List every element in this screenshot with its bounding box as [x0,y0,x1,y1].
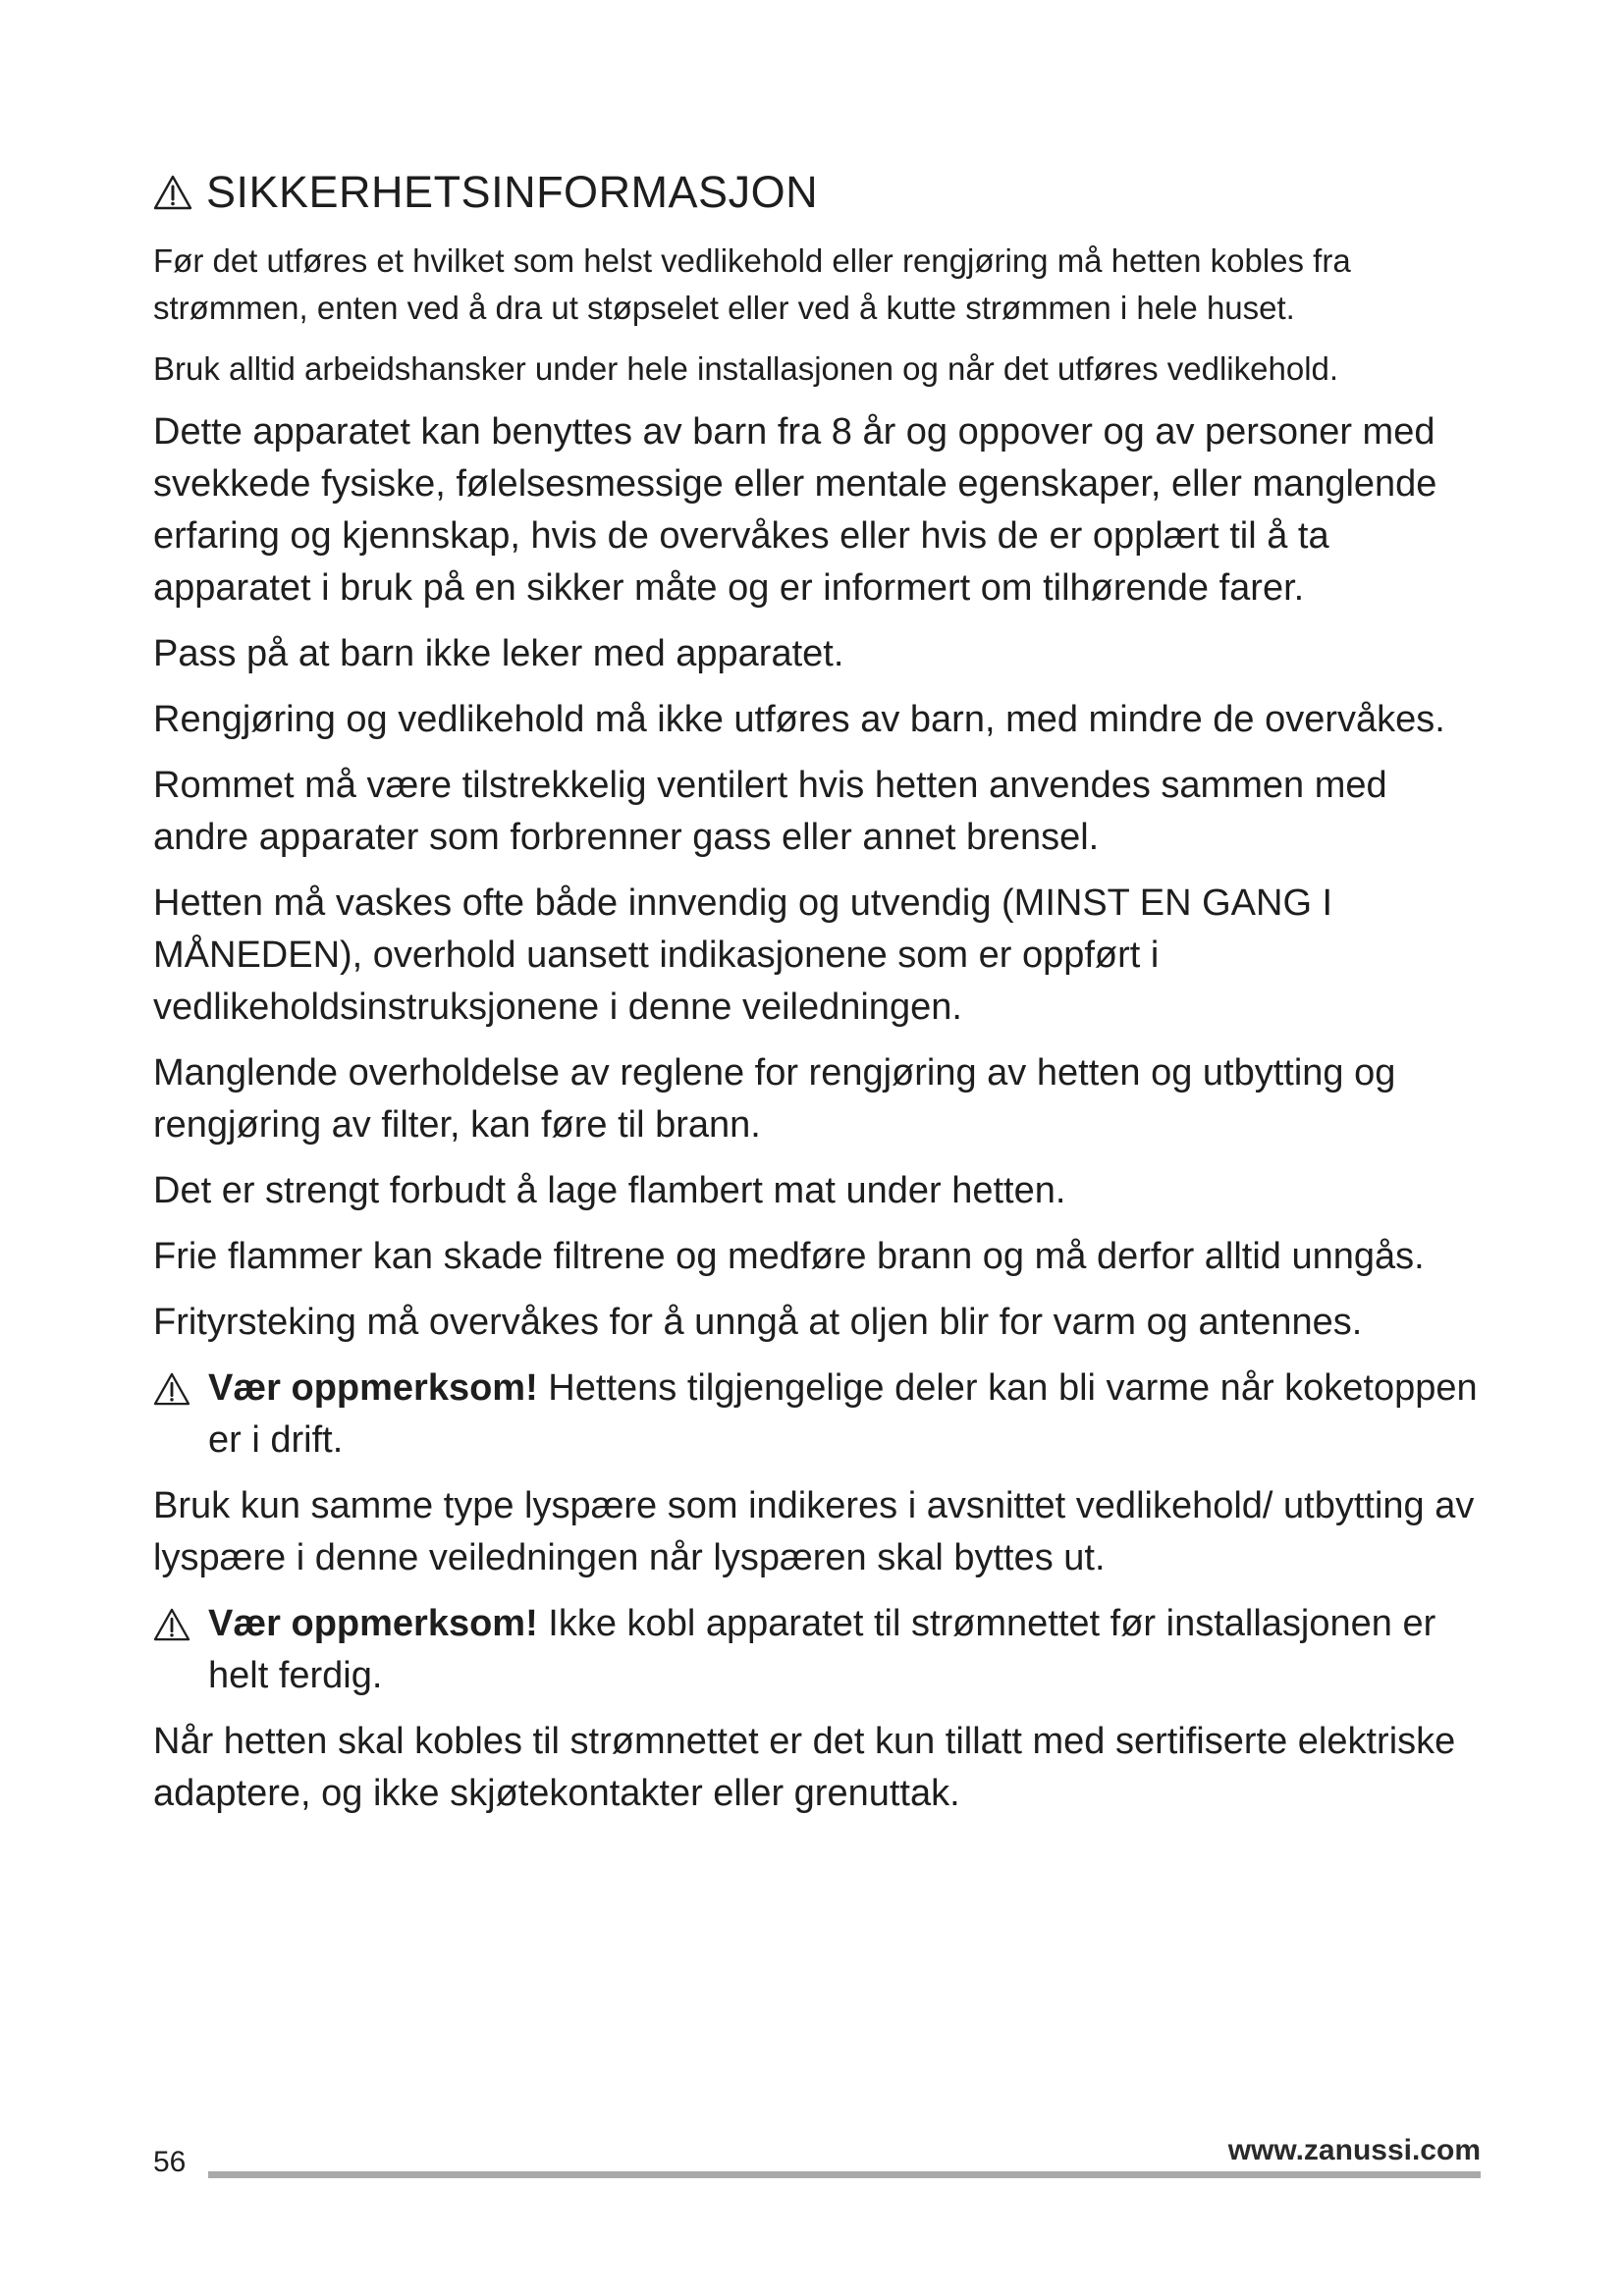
footer-rule [208,2171,1481,2178]
warning-text: Hettens tilgjengelige deler kan bli varme når koketoppen er i drift. [208,1367,1478,1461]
paragraph-open-flames: Frie flammer kan skade filtrene og medføre brann og må derfor alltid unngås. [153,1236,1425,1277]
intro-paragraph-gloves: Bruk alltid arbeidshansker under hele installasjonen og når det utføres vedlikehold. [153,350,1339,387]
paragraph-ventilation: Rommet må være tilstrekkelig ventilert hvis hetten anvendes sammen med andre apparater som forbrenner gass eller annet brensel. [153,765,1387,858]
paragraph-light-bulb: Bruk kun samme type lyspære som indikeres i avsnittet vedlikehold/ utbytting av lyspære i denne veiledningen når lyspæren skal byttes ut. [153,1485,1475,1578]
page-footer [153,2132,1481,2181]
warning-triangle-icon [153,175,192,210]
warning-triangle-icon [153,1608,190,1641]
warning-text: Ikke kobl apparatet til strømnettet før installasjonen er helt ferdig. [208,1603,1436,1696]
warning-label: Vær oppmerksom! [208,1603,538,1644]
paragraph-washing: Hetten må vaskes ofte både innvendig og utvendig (MINST EN GANG I MÅNEDEN), overhold uansett indikasjonene som er oppført i vedlikeholdsinstruksjonene i denne veiledningen. [153,882,1333,1028]
paragraph-children-play: Pass på at barn ikke leker med apparatet. [153,633,844,674]
paragraph-deep-frying: Frityrsteking må overvåkes for å unngå at oljen blir for varm og antennes. [153,1302,1363,1343]
footer-url: www.zanussi.com [1227,2134,1481,2166]
paragraph-children-cleaning: Rengjøring og vedlikehold må ikke utføres av barn, med mindre de overvåkes. [153,699,1445,740]
page-content [153,167,1489,1834]
warning-triangle-icon [153,1372,190,1406]
paragraph-children-usage: Dette apparatet kan benyttes av barn fra 8 år og oppover og av personer med svekkede fysiske, følelsesmessige eller mentale egenskaper, eller manglende erfaring og kjennskap, hvis de overvåkes eller hvis de er opplært til å ta apparatet i bruk på en sikker måte og er informert om tilhørende farer. [153,411,1437,609]
paragraph-flambe: Det er strengt forbudt å lage flambert mat under hetten. [153,1170,1066,1211]
section-heading [153,167,1489,218]
intro-paragraph-disconnect: Før det utføres et hvilket som helst vedlikehold eller rengjøring må hetten kobles fra strømmen, enten ved å dra ut støpselet eller ved å kutte strømmen i hele huset. [153,242,1351,326]
paragraph-fire-risk: Manglende overholdelse av reglene for rengjøring av hetten og utbytting og rengjøring av filter, kan føre til brann. [153,1052,1396,1146]
section-heading-text: SIKKERHETSINFORMASJON [206,167,819,217]
warning-label: Vær oppmerksom! [208,1367,538,1409]
warning-power-connection [153,1598,1489,1702]
paragraph-adapters: Når hetten skal kobles til strømnettet er det kun tillatt med sertifiserte elektriske adaptere, og ikke skjøtekontakter eller grenuttak. [153,1721,1456,1814]
warning-hot-parts [153,1362,1489,1467]
page-number: 56 [153,2146,187,2178]
